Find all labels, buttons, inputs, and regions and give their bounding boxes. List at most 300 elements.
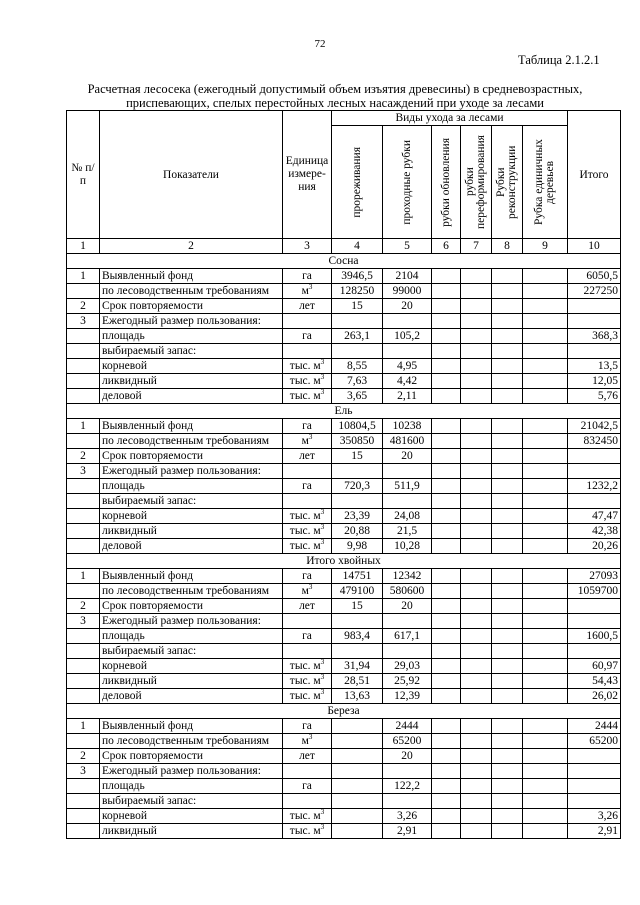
cell-unit: [283, 479, 332, 494]
cell-unit: [283, 644, 332, 659]
cell-reconstruction: [492, 599, 523, 614]
cell-unit: [283, 794, 332, 809]
cell-unit: [283, 509, 332, 524]
header-care-types: Виды ухода за лесами: [332, 111, 568, 126]
cell-reforming: [461, 539, 492, 554]
cell-passage: 24,08: [383, 509, 432, 524]
unit-text: м: [301, 435, 309, 447]
cell-passage: 2104: [383, 269, 432, 284]
cell-reconstruction: [492, 269, 523, 284]
cutting-volume-table: [66, 110, 621, 839]
unit-superscript: 3: [320, 373, 325, 381]
cell-renewal: [432, 764, 461, 779]
cell-indicator: Срок повторяемости: [100, 299, 283, 314]
cell-reconstruction: [492, 509, 523, 524]
cell-num: [67, 689, 100, 704]
cell-unit: [283, 419, 332, 434]
cell-renewal: [432, 719, 461, 734]
cell-single-trees: [523, 584, 568, 599]
cell-unit: [283, 284, 332, 299]
cell-total: 3,26: [568, 809, 621, 824]
cell-reconstruction: [492, 299, 523, 314]
cell-indicator: ликвидный: [100, 374, 283, 389]
unit-text: м: [301, 735, 309, 747]
cell-passage: [383, 464, 432, 479]
cell-num: 3: [67, 614, 100, 629]
cell-reconstruction: [492, 614, 523, 629]
cell-reforming: [461, 734, 492, 749]
cell-total: [568, 779, 621, 794]
header-indicators: Показатели: [100, 111, 283, 239]
cell-unit: [283, 389, 332, 404]
table-row: [67, 299, 621, 314]
cell-passage: 122,2: [383, 779, 432, 794]
cell-total: [568, 314, 621, 329]
cell-unit: [283, 494, 332, 509]
cell-renewal: [432, 359, 461, 374]
unit-superscript: 3: [320, 508, 325, 516]
unit-superscript: 3: [308, 283, 313, 291]
cell-single-trees: [523, 494, 568, 509]
cell-total: 227250: [568, 284, 621, 299]
cell-reconstruction: [492, 569, 523, 584]
cell-renewal: [432, 494, 461, 509]
cell-passage: 20: [383, 599, 432, 614]
cell-indicator: Выявленный фонд: [100, 269, 283, 284]
cell-thinning: 3,65: [332, 389, 383, 404]
cell-num: 1: [67, 419, 100, 434]
table-row: [67, 374, 621, 389]
cell-thinning: [332, 614, 383, 629]
cell-total: 1600,5: [568, 629, 621, 644]
cell-thinning: [332, 464, 383, 479]
cell-reconstruction: [492, 419, 523, 434]
cell-unit: [283, 584, 332, 599]
cell-thinning: [332, 779, 383, 794]
cell-renewal: [432, 464, 461, 479]
cell-single-trees: [523, 464, 568, 479]
unit-text: га: [302, 480, 312, 492]
unit-superscript: 3: [320, 688, 325, 696]
unit-superscript: 3: [320, 808, 325, 816]
cell-num: 1: [67, 569, 100, 584]
header-col-reconstruction: Рубки реконструкции: [492, 126, 523, 239]
table-row: [67, 419, 621, 434]
cell-single-trees: [523, 659, 568, 674]
cell-renewal: [432, 434, 461, 449]
unit-text: тыс. м: [289, 390, 321, 402]
unit-text: га: [302, 330, 312, 342]
cell-passage: 20: [383, 449, 432, 464]
cell-thinning: [332, 719, 383, 734]
cell-renewal: [432, 824, 461, 839]
cell-num: [67, 794, 100, 809]
cell-reconstruction: [492, 329, 523, 344]
cell-renewal: [432, 269, 461, 284]
section-title: Сосна: [67, 254, 621, 269]
section-title: Итого хвойных: [67, 554, 621, 569]
cell-unit: [283, 569, 332, 584]
cell-thinning: 31,94: [332, 659, 383, 674]
cell-thinning: [332, 764, 383, 779]
cell-reforming: [461, 284, 492, 299]
page-number: 72: [314, 38, 326, 50]
cell-unit: [283, 824, 332, 839]
unit-text: тыс. м: [289, 675, 321, 687]
cell-reconstruction: [492, 689, 523, 704]
table-row: [67, 659, 621, 674]
cell-passage: 617,1: [383, 629, 432, 644]
cell-single-trees: [523, 599, 568, 614]
cell-reforming: [461, 584, 492, 599]
cell-reconstruction: [492, 674, 523, 689]
unit-text: м: [301, 585, 309, 597]
cell-num: [67, 629, 100, 644]
cell-indicator: корневой: [100, 659, 283, 674]
unit-text: тыс. м: [289, 510, 321, 522]
cell-total: [568, 494, 621, 509]
cell-single-trees: [523, 824, 568, 839]
section-title: Береза: [67, 704, 621, 719]
cell-reforming: [461, 329, 492, 344]
unit-text: тыс. м: [289, 375, 321, 387]
cell-num: 3: [67, 764, 100, 779]
cell-passage: [383, 764, 432, 779]
cell-indicator: выбираемый запас:: [100, 794, 283, 809]
cell-passage: 21,5: [383, 524, 432, 539]
cell-renewal: [432, 419, 461, 434]
cell-reconstruction: [492, 374, 523, 389]
table-row: [67, 794, 621, 809]
cell-thinning: [332, 314, 383, 329]
cell-indicator: Выявленный фонд: [100, 719, 283, 734]
cell-num: 2: [67, 749, 100, 764]
table-row: [67, 389, 621, 404]
cell-reforming: [461, 719, 492, 734]
cell-reforming: [461, 389, 492, 404]
header-col-single-trees: Рубка единичных деревьев: [523, 126, 568, 239]
cell-num: [67, 734, 100, 749]
cell-reforming: [461, 269, 492, 284]
cell-indicator: деловой: [100, 689, 283, 704]
unit-text: лет: [299, 300, 315, 312]
unit-text: тыс. м: [289, 525, 321, 537]
cell-passage: 25,92: [383, 674, 432, 689]
cell-single-trees: [523, 314, 568, 329]
cell-indicator: Срок повторяемости: [100, 599, 283, 614]
cell-unit: [283, 734, 332, 749]
header-col-thinning: прореживания: [332, 126, 383, 239]
column-number: 1: [67, 239, 100, 254]
cell-reforming: [461, 674, 492, 689]
table-row: [67, 269, 621, 284]
cell-reforming: [461, 794, 492, 809]
cell-thinning: [332, 749, 383, 764]
cell-unit: [283, 524, 332, 539]
cell-reforming: [461, 464, 492, 479]
column-number: 8: [492, 239, 523, 254]
cell-reconstruction: [492, 434, 523, 449]
table-row: [67, 449, 621, 464]
cell-passage: [383, 644, 432, 659]
unit-text: га: [302, 720, 312, 732]
cell-thinning: 9,98: [332, 539, 383, 554]
cell-reconstruction: [492, 524, 523, 539]
cell-passage: 481600: [383, 434, 432, 449]
unit-superscript: 3: [320, 823, 325, 831]
header-num: № п/п: [67, 111, 100, 239]
table-row: [67, 434, 621, 449]
cell-indicator: деловой: [100, 389, 283, 404]
cell-renewal: [432, 524, 461, 539]
table-row: [67, 614, 621, 629]
column-number: 3: [283, 239, 332, 254]
cell-indicator: ликвидный: [100, 824, 283, 839]
cell-unit: [283, 659, 332, 674]
cell-indicator: по лесоводственным требованиям: [100, 584, 283, 599]
cell-thinning: 15: [332, 599, 383, 614]
cell-passage: 580600: [383, 584, 432, 599]
cell-single-trees: [523, 269, 568, 284]
cell-unit: [283, 779, 332, 794]
cell-indicator: по лесоводственным требованиям: [100, 284, 283, 299]
unit-text: га: [302, 780, 312, 792]
unit-text: га: [302, 570, 312, 582]
cell-num: 2: [67, 449, 100, 464]
cell-total: 2444: [568, 719, 621, 734]
cell-indicator: Срок повторяемости: [100, 749, 283, 764]
cell-total: 13,5: [568, 359, 621, 374]
unit-superscript: 3: [320, 358, 325, 366]
table-row: [67, 689, 621, 704]
cell-total: [568, 614, 621, 629]
cell-indicator: корневой: [100, 509, 283, 524]
cell-renewal: [432, 299, 461, 314]
cell-reforming: [461, 614, 492, 629]
table-row: [67, 569, 621, 584]
cell-indicator: выбираемый запас:: [100, 644, 283, 659]
cell-single-trees: [523, 329, 568, 344]
cell-single-trees: [523, 284, 568, 299]
cell-num: [67, 524, 100, 539]
table-row: [67, 359, 621, 374]
cell-total: 26,02: [568, 689, 621, 704]
cell-reforming: [461, 479, 492, 494]
cell-total: 2,91: [568, 824, 621, 839]
cell-indicator: по лесоводственным требованиям: [100, 434, 283, 449]
cell-indicator: деловой: [100, 539, 283, 554]
cell-thinning: [332, 809, 383, 824]
cell-reconstruction: [492, 644, 523, 659]
column-number: 7: [461, 239, 492, 254]
cell-passage: 20: [383, 299, 432, 314]
cell-reforming: [461, 809, 492, 824]
cell-passage: 4,42: [383, 374, 432, 389]
cell-unit: [283, 434, 332, 449]
cell-reforming: [461, 599, 492, 614]
cell-num: [67, 539, 100, 554]
cell-renewal: [432, 809, 461, 824]
cell-num: 2: [67, 599, 100, 614]
cell-thinning: 7,63: [332, 374, 383, 389]
cell-passage: 12342: [383, 569, 432, 584]
cell-single-trees: [523, 569, 568, 584]
cell-indicator: корневой: [100, 809, 283, 824]
cell-reconstruction: [492, 809, 523, 824]
cell-total: [568, 299, 621, 314]
cell-reforming: [461, 749, 492, 764]
table-title: Расчетная лесосека (ежегодный допустимый объем изъятия древесины) в средневозрастных, приспевающих, спелых перестойных лесных насаждений при уходе за лесами: [87, 82, 583, 110]
cell-thinning: 13,63: [332, 689, 383, 704]
cell-reconstruction: [492, 359, 523, 374]
cell-unit: [283, 314, 332, 329]
cell-passage: 29,03: [383, 659, 432, 674]
cell-thinning: 720,3: [332, 479, 383, 494]
cell-single-trees: [523, 719, 568, 734]
table-row: [67, 524, 621, 539]
cell-single-trees: [523, 674, 568, 689]
cell-indicator: Ежегодный размер пользования:: [100, 614, 283, 629]
cell-reforming: [461, 314, 492, 329]
header-col-reforming: рубки переформирования: [461, 126, 492, 239]
unit-superscript: 3: [320, 523, 325, 531]
cell-renewal: [432, 749, 461, 764]
cell-num: [67, 479, 100, 494]
unit-superscript: 3: [308, 433, 313, 441]
cell-passage: 2444: [383, 719, 432, 734]
cell-total: 42,38: [568, 524, 621, 539]
cell-single-trees: [523, 749, 568, 764]
cell-reconstruction: [492, 584, 523, 599]
section-title: Ель: [67, 404, 621, 419]
unit-text: тыс. м: [289, 540, 321, 552]
cell-renewal: [432, 629, 461, 644]
unit-text: тыс. м: [289, 810, 321, 822]
cell-renewal: [432, 449, 461, 464]
cell-renewal: [432, 314, 461, 329]
table-row: [67, 479, 621, 494]
cell-reforming: [461, 449, 492, 464]
cell-single-trees: [523, 299, 568, 314]
unit-text: тыс. м: [289, 825, 321, 837]
cell-reconstruction: [492, 284, 523, 299]
cell-num: [67, 779, 100, 794]
table-row: [67, 734, 621, 749]
cell-total: 832450: [568, 434, 621, 449]
table-row: [67, 824, 621, 839]
cell-single-trees: [523, 809, 568, 824]
cell-thinning: 350850: [332, 434, 383, 449]
cell-total: [568, 764, 621, 779]
cell-num: [67, 824, 100, 839]
cell-num: [67, 674, 100, 689]
unit-text: лет: [299, 750, 315, 762]
cell-indicator: ликвидный: [100, 524, 283, 539]
cell-single-trees: [523, 734, 568, 749]
unit-text: га: [302, 630, 312, 642]
table-body: [67, 254, 621, 839]
table-row: [67, 314, 621, 329]
cell-thinning: [332, 644, 383, 659]
cell-thinning: 128250: [332, 284, 383, 299]
cell-reconstruction: [492, 314, 523, 329]
cell-reforming: [461, 344, 492, 359]
cell-reconstruction: [492, 344, 523, 359]
cell-indicator: по лесоводственным требованиям: [100, 734, 283, 749]
cell-indicator: выбираемый запас:: [100, 494, 283, 509]
unit-text: м: [301, 285, 309, 297]
cell-total: 368,3: [568, 329, 621, 344]
cell-total: 60,97: [568, 659, 621, 674]
cell-total: 65200: [568, 734, 621, 749]
cell-reforming: [461, 434, 492, 449]
table-row: [67, 344, 621, 359]
cell-thinning: [332, 494, 383, 509]
cell-total: 27093: [568, 569, 621, 584]
cell-passage: 105,2: [383, 329, 432, 344]
cell-thinning: 15: [332, 449, 383, 464]
header-col-passage: проходные рубки: [383, 126, 432, 239]
cell-indicator: Выявленный фонд: [100, 569, 283, 584]
table-row: [67, 779, 621, 794]
cell-unit: [283, 299, 332, 314]
unit-text: тыс. м: [289, 360, 321, 372]
cell-reconstruction: [492, 749, 523, 764]
cell-renewal: [432, 374, 461, 389]
cell-unit: [283, 614, 332, 629]
cell-indicator: выбираемый запас:: [100, 344, 283, 359]
column-number: 5: [383, 239, 432, 254]
cell-single-trees: [523, 539, 568, 554]
cell-total: 12,05: [568, 374, 621, 389]
cell-passage: [383, 314, 432, 329]
cell-passage: [383, 344, 432, 359]
cell-thinning: 3946,5: [332, 269, 383, 284]
column-number: 4: [332, 239, 383, 254]
table-row: [67, 644, 621, 659]
cell-reforming: [461, 494, 492, 509]
unit-text: лет: [299, 450, 315, 462]
section-header-row: [67, 254, 621, 269]
cell-reforming: [461, 569, 492, 584]
cell-reforming: [461, 509, 492, 524]
cell-num: [67, 374, 100, 389]
cell-unit: [283, 749, 332, 764]
cell-unit: [283, 344, 332, 359]
section-header-row: [67, 704, 621, 719]
cell-single-trees: [523, 689, 568, 704]
cell-single-trees: [523, 359, 568, 374]
cell-thinning: [332, 344, 383, 359]
cell-single-trees: [523, 524, 568, 539]
cell-unit: [283, 809, 332, 824]
cell-renewal: [432, 644, 461, 659]
unit-superscript: 3: [320, 538, 325, 546]
table-row: [67, 284, 621, 299]
cell-num: [67, 329, 100, 344]
cell-unit: [283, 374, 332, 389]
cell-indicator: площадь: [100, 329, 283, 344]
cell-single-trees: [523, 614, 568, 629]
cell-reforming: [461, 779, 492, 794]
cell-single-trees: [523, 419, 568, 434]
cell-passage: 10238: [383, 419, 432, 434]
table-row: [67, 494, 621, 509]
cell-reforming: [461, 644, 492, 659]
cell-renewal: [432, 584, 461, 599]
cell-total: 54,43: [568, 674, 621, 689]
header-col-renewal: рубки обновления: [432, 126, 461, 239]
